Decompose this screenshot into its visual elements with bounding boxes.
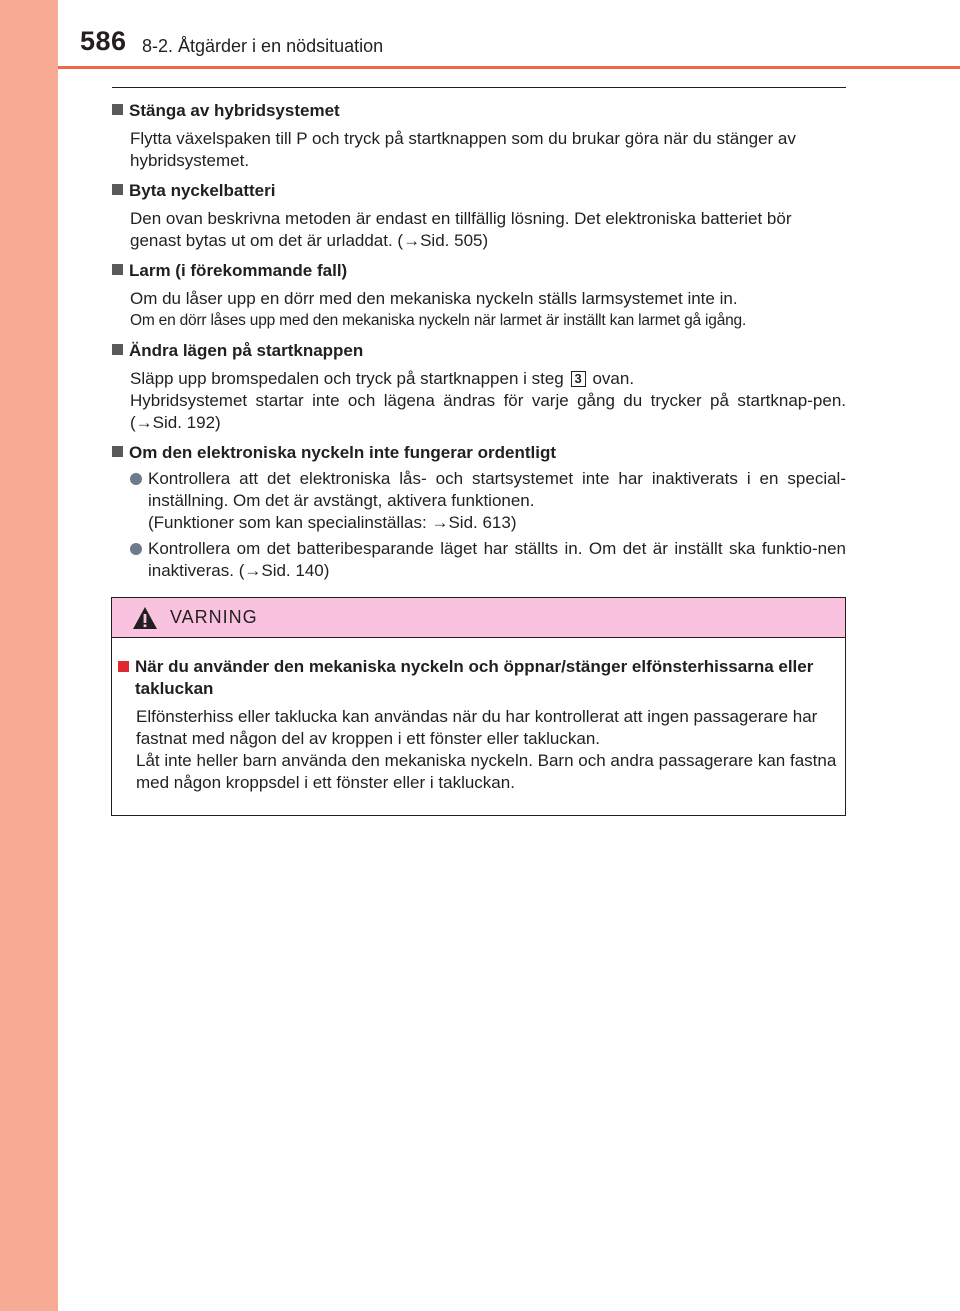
left-color-band (0, 0, 58, 1311)
item-stop-hybrid (112, 100, 846, 172)
warning-box (111, 597, 846, 816)
item-heading: Stänga av hybridsystemet (112, 100, 846, 122)
warning-title: VARNING (170, 607, 258, 627)
top-divider (112, 87, 846, 88)
red-square-bullet-icon (118, 661, 129, 672)
square-bullet-icon (112, 344, 123, 355)
item-heading: Larm (i förekommande fall) (112, 260, 846, 282)
page-number: 586 (80, 26, 127, 56)
paragraph: Flytta växelspaken till P och tryck på startknappen som du brukar göra när du stänger av hybridsystemet. (130, 129, 796, 170)
paragraph: Om du låser upp en dörr med den mekaniska nyckeln ställs larmsystemet inte in. (130, 289, 738, 308)
round-bullet-icon (130, 543, 142, 555)
list-item (112, 468, 846, 534)
paragraph: Om en dörr låses upp med den mekaniska nyckeln när larmet är inställt kan larmet gå igång. (130, 312, 747, 329)
item-heading: Ändra lägen på startknappen (112, 340, 846, 362)
warning-triangle-icon (132, 606, 158, 630)
square-bullet-icon (112, 104, 123, 115)
item-body (112, 368, 846, 434)
item-key-not-working (112, 442, 846, 582)
warning-header (112, 598, 845, 638)
square-bullet-icon (112, 184, 123, 195)
step-number-box: 3 (571, 371, 586, 387)
main-content (112, 100, 846, 590)
list-item (112, 538, 846, 582)
round-bullet-icon (130, 473, 142, 485)
paragraph: (Funktioner som kan specialinställas: →Sid. 613) (148, 513, 517, 532)
paragraph: Låt inte heller barn använda den mekaniska nyckeln. Barn och andra passagerare kan fastna med någon kroppsdel i ett fönster eller i takluckan. (136, 751, 837, 792)
header-rule (58, 66, 960, 69)
paragraph: Elfönsterhiss eller taklucka kan användas när du har kontrollerat att ingen passagerare har fastnat med någon del av kroppen i ett fönster eller takluckan. (136, 707, 818, 748)
item-alarm (112, 260, 846, 332)
square-bullet-icon (112, 264, 123, 275)
item-heading: Byta nyckelbatteri (112, 180, 846, 202)
item-key-battery (112, 180, 846, 252)
item-body (112, 288, 846, 332)
page-header (58, 0, 960, 68)
paragraph: Släpp upp bromspedalen och tryck på startknappen i steg 3 ovan. (130, 369, 635, 388)
item-body (112, 208, 846, 252)
paragraph: Kontrollera om det batteribesparande läget har ställts in. Om det är inställt ska funktio-nen inaktiveras. (→Sid. 140) (148, 539, 846, 580)
item-body (112, 128, 846, 172)
paragraph: Hybridsystemet startar inte och lägena ändras för varje gång du trycker på startknap-pen. (→Sid. 192) (130, 391, 846, 432)
warning-body (112, 638, 845, 794)
section-title: 8-2. Åtgärder i en nödsituation (142, 36, 384, 56)
warning-text (118, 706, 837, 794)
paragraph: Den ovan beskrivna metoden är endast en tillfällig lösning. Det elektroniska batteriet bör genast bytas ut om det är urladdat. (→Sid. 505) (130, 209, 792, 250)
square-bullet-icon (112, 446, 123, 457)
item-heading: Om den elektroniska nyckeln inte fungerar ordentligt (112, 442, 846, 464)
item-start-button-modes (112, 340, 846, 434)
warning-heading: När du använder den mekaniska nyckeln och öppnar/stänger elfönsterhissarna eller takluckan (118, 656, 837, 700)
paragraph: Kontrollera att det elektroniska lås- och startsystemet inte har inaktiverats i en special-inställning. Om det är avstängt, aktivera funktionen. (148, 469, 846, 510)
